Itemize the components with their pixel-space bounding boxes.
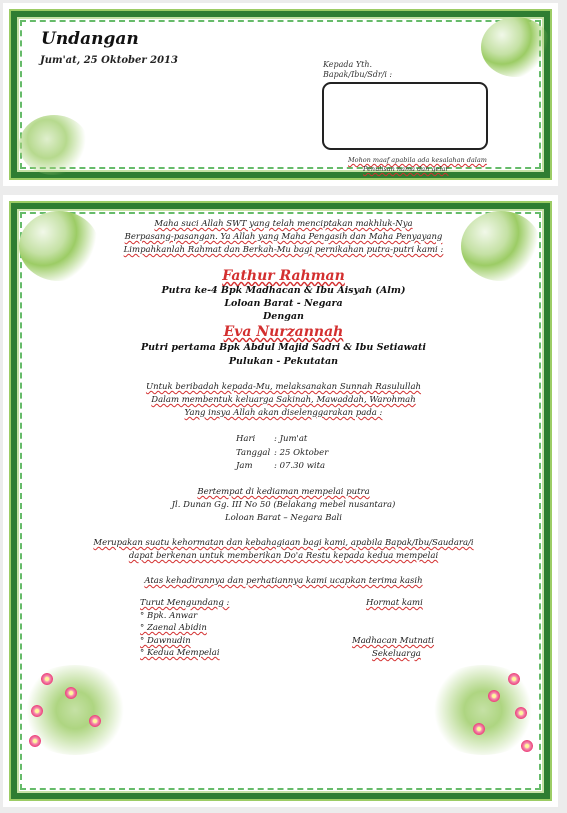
envelope-title: Undangan (41, 29, 139, 49)
address-box (322, 82, 488, 150)
place-line-2: Jl. Dunan Gg. III No 50 (Belakang mebel nusantara) (171, 500, 396, 510)
turut-item: ° Bpk. Anwar (140, 611, 198, 621)
flower-icon (65, 687, 77, 699)
flower-icon (515, 707, 527, 719)
flower-icon (521, 740, 533, 752)
hormat-name: Madhacan Mutnati (352, 636, 435, 646)
hormat-title: Hormat kami (366, 598, 423, 608)
bride-origin: Pulukan - Pekutatan (228, 356, 339, 367)
prayer-line-2: Dalam membentuk keluarga Sakinah, Mawaddah, Warohmah (151, 395, 416, 405)
prayer-line-1: Untuk beribadah kepada-Mu, melaksanakan Sunnah Rasulullah (145, 382, 422, 392)
tanggal-label: Tanggal (236, 448, 271, 458)
intro-line-3: Limpahkanlah Rahmat dan Berkah-Mu bagi pernikahan putra-putri kami : (123, 245, 444, 255)
bride-parents: Putri pertama Bpk Abdul Majid Sadri & Ibu Setiawati (141, 342, 426, 353)
bride-name: Eva Nurzannah (223, 324, 344, 340)
connector-text: Dengan (263, 311, 304, 322)
turut-title: Turut Mengundang : (140, 598, 230, 608)
turut-item: ° Zaenal Abidin (140, 623, 207, 633)
intro-line-1: Maha suci Allah SWT yang telah menciptakan makhluk-Nya (154, 219, 413, 229)
prayer-line-3: Yang insya Allah akan diselenggarakan pada : (184, 408, 383, 418)
flower-icon (31, 705, 43, 717)
flower-icon (89, 715, 101, 727)
flower-icon (29, 735, 41, 747)
note-line-2: Penulisan nama dan gelar (363, 165, 449, 173)
recipient-line-2: Bapak/Ibu/Sdr/i : (323, 70, 393, 79)
hormat-sub: Sekeluarga (372, 649, 421, 659)
turut-item: ° Dawnudin (140, 636, 191, 646)
place-line-3: Loloan Barat – Negara Bali (225, 513, 342, 523)
corner-ornament-icon (481, 17, 551, 77)
envelope-date: Jum'at, 25 Oktober 2013 (40, 55, 178, 66)
hari-label: Hari (236, 434, 256, 444)
recipient-line-1: Kepada Yth. (323, 60, 373, 69)
groom-name: Fathur Rahman (222, 268, 345, 284)
intro-line-2: Berpasang-pasangan. Ya Allah yang Maha Pengasih dan Maha Penyayang (124, 232, 443, 242)
jam-label: Jam (236, 461, 253, 471)
tanggal-value: : 25 Oktober (274, 448, 329, 458)
flower-icon (473, 723, 485, 735)
thanks-line: Atas kehadirannya dan perhatiannya kami ucapkan terima kasih (144, 576, 423, 586)
flower-icon (41, 673, 53, 685)
honor-line-2: dapat berkenan untuk memberikan Do'a Restu kepada kedua mempelai (128, 551, 439, 561)
envelope-card (3, 3, 558, 186)
honor-line-1: Merupakan suatu kehormatan dan kebahagiaan bagi kami, apabila Bapak/Ibu/Saudara/i (93, 538, 474, 548)
note-line-1: Mohon maaf apabila ada kesalahan dalam (348, 156, 487, 164)
place-line-1: Bertempat di kediaman mempelai putra (197, 487, 370, 497)
turut-item: ° Kedua Mempelai (140, 648, 220, 658)
flower-icon (488, 690, 500, 702)
groom-parents: Putra ke-4 Bpk Madhacan & Ibu Aisyah (Alm) (161, 285, 406, 296)
jam-value: : 07.30 wita (274, 461, 326, 471)
leaf-ornament-icon (19, 115, 89, 175)
hari-value: : Jum'at (274, 434, 308, 444)
groom-origin: Loloan Barat - Negara (224, 298, 343, 309)
flower-icon (508, 673, 520, 685)
